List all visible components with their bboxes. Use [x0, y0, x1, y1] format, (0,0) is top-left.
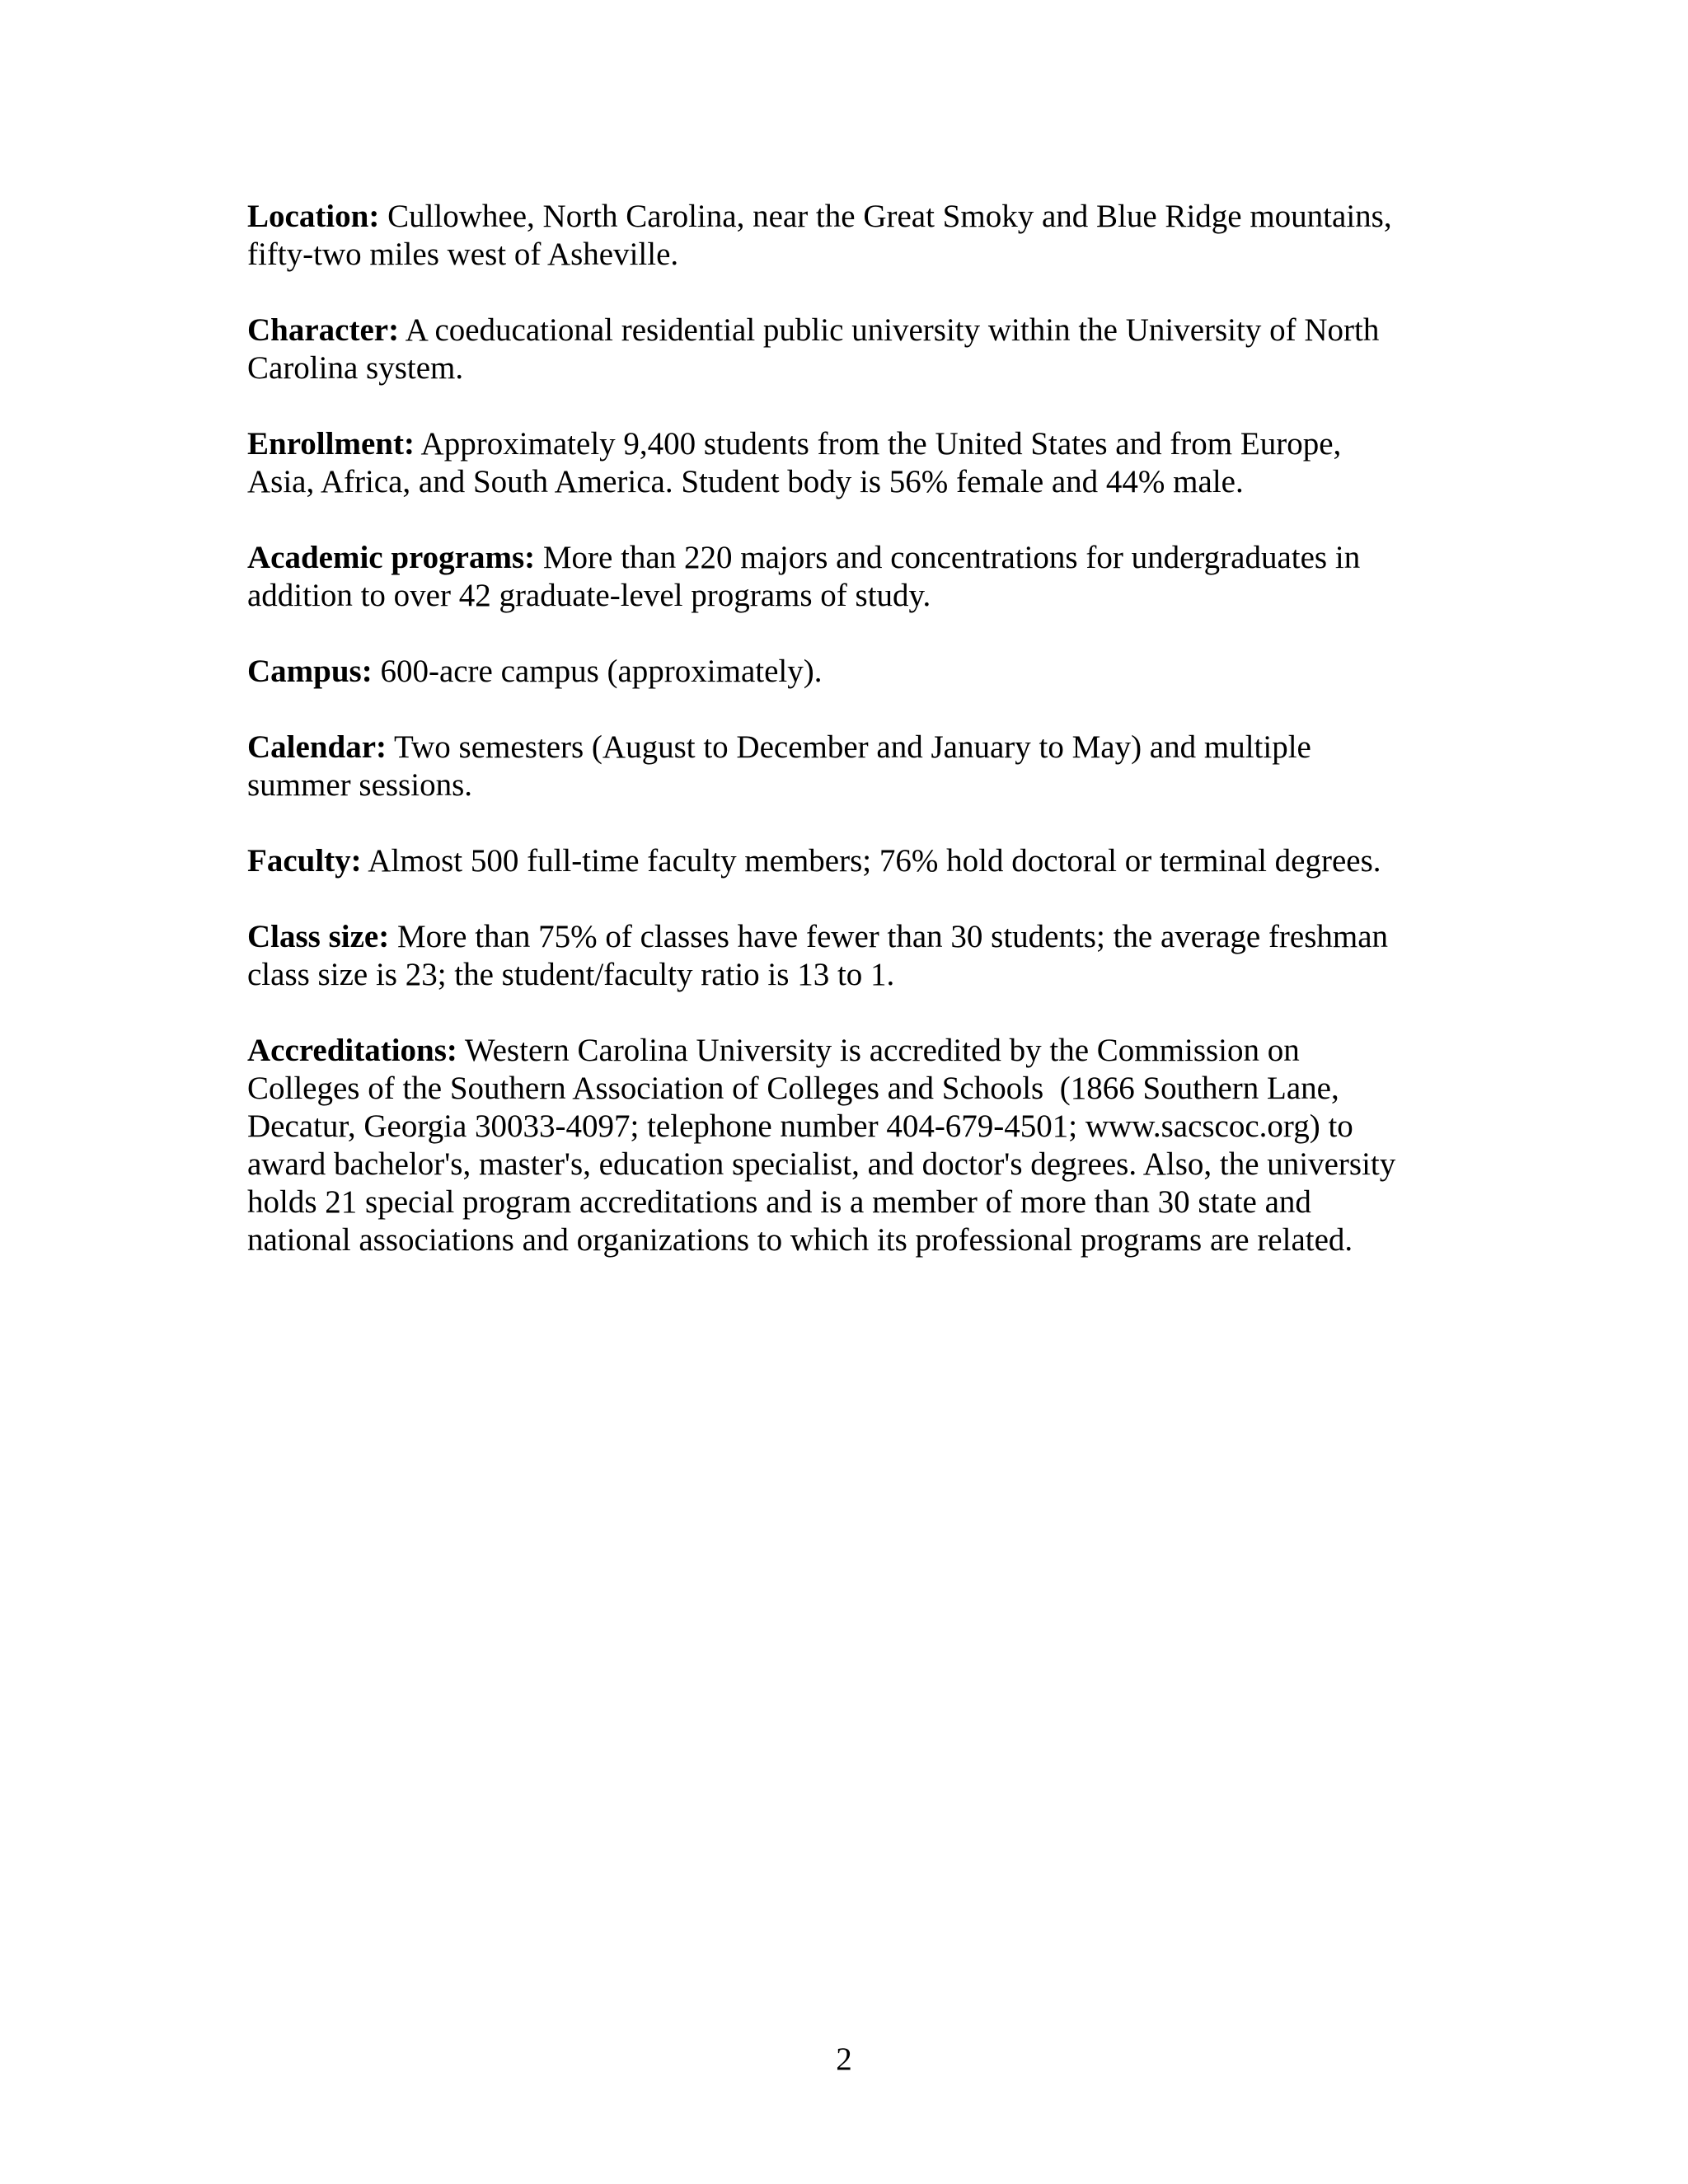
fact-label: Location:: [247, 199, 380, 234]
fact-label: Calendar:: [247, 729, 387, 765]
fact-text: Almost 500 full-time faculty members; 76% hold doctoral or terminal degrees.: [361, 843, 1381, 879]
document-body: [247, 198, 1451, 1297]
fact-line: summer sessions.: [247, 767, 472, 803]
fact-label: Accreditations:: [247, 1033, 457, 1068]
fact-academic-programs: [247, 539, 1451, 615]
fact-line: [247, 842, 1451, 880]
fact-campus: [247, 653, 1451, 691]
fact-line: [247, 539, 1451, 577]
fact-line: fifty-two miles west of Asheville.: [247, 237, 679, 272]
fact-label: Campus:: [247, 654, 373, 689]
fact-text: More than 220 majors and concentrations for undergraduates in: [535, 540, 1361, 575]
fact-label: Character:: [247, 312, 400, 348]
fact-label: Class size:: [247, 919, 390, 954]
fact-line: national associations and organizations to which its professional programs are related.: [247, 1222, 1353, 1258]
fact-line: Carolina system.: [247, 350, 464, 386]
fact-character: [247, 312, 1451, 387]
fact-line: holds 21 special program accreditations and is a member of more than 30 state and: [247, 1184, 1311, 1220]
fact-line: [247, 425, 1451, 463]
fact-line: class size is 23; the student/faculty ratio is 13 to 1.: [247, 957, 895, 992]
fact-label: Academic programs:: [247, 540, 536, 575]
fact-line: addition to over 42 graduate-level programs of study.: [247, 578, 931, 613]
fact-line: Asia, Africa, and South America. Student body is 56% female and 44% male.: [247, 464, 1244, 499]
fact-text: Cullowhee, North Carolina, near the Great Smoky and Blue Ridge mountains,: [379, 199, 1392, 234]
fact-line: [247, 653, 1451, 691]
fact-accreditations: [247, 1032, 1451, 1259]
fact-enrollment: [247, 425, 1451, 501]
fact-calendar: [247, 729, 1451, 804]
fact-label: Enrollment:: [247, 426, 415, 462]
fact-text: A coeducational residential public university within the University of North: [399, 312, 1380, 348]
fact-label: Faculty:: [247, 843, 362, 879]
fact-line: [247, 312, 1451, 349]
fact-line: [247, 729, 1451, 766]
page-number: 2: [836, 2041, 852, 2077]
fact-class-size: [247, 918, 1451, 994]
fact-line: [247, 1032, 1451, 1070]
fact-line: Decatur, Georgia 30033-4097; telephone number 404-679-4501; www.sacscoc.org) to: [247, 1108, 1353, 1144]
fact-text: Two semesters (August to December and January to May) and multiple: [387, 729, 1311, 765]
fact-text: Western Carolina University is accredited by the Commission on: [457, 1033, 1300, 1068]
fact-text: More than 75% of classes have fewer than 30 students; the average freshman: [389, 919, 1389, 954]
fact-line: [247, 198, 1451, 236]
fact-faculty: [247, 842, 1451, 880]
fact-line: [247, 918, 1451, 956]
fact-text: Approximately 9,400 students from the United States and from Europe,: [414, 426, 1342, 462]
fact-line: Colleges of the Southern Association of Colleges and Schools (1866 Southern Lane,: [247, 1071, 1339, 1106]
fact-line: award bachelor's, master's, education specialist, and doctor's degrees. Also, the university: [247, 1146, 1396, 1182]
fact-text: 600-acre campus (approximately).: [372, 654, 823, 689]
fact-location: [247, 198, 1451, 274]
